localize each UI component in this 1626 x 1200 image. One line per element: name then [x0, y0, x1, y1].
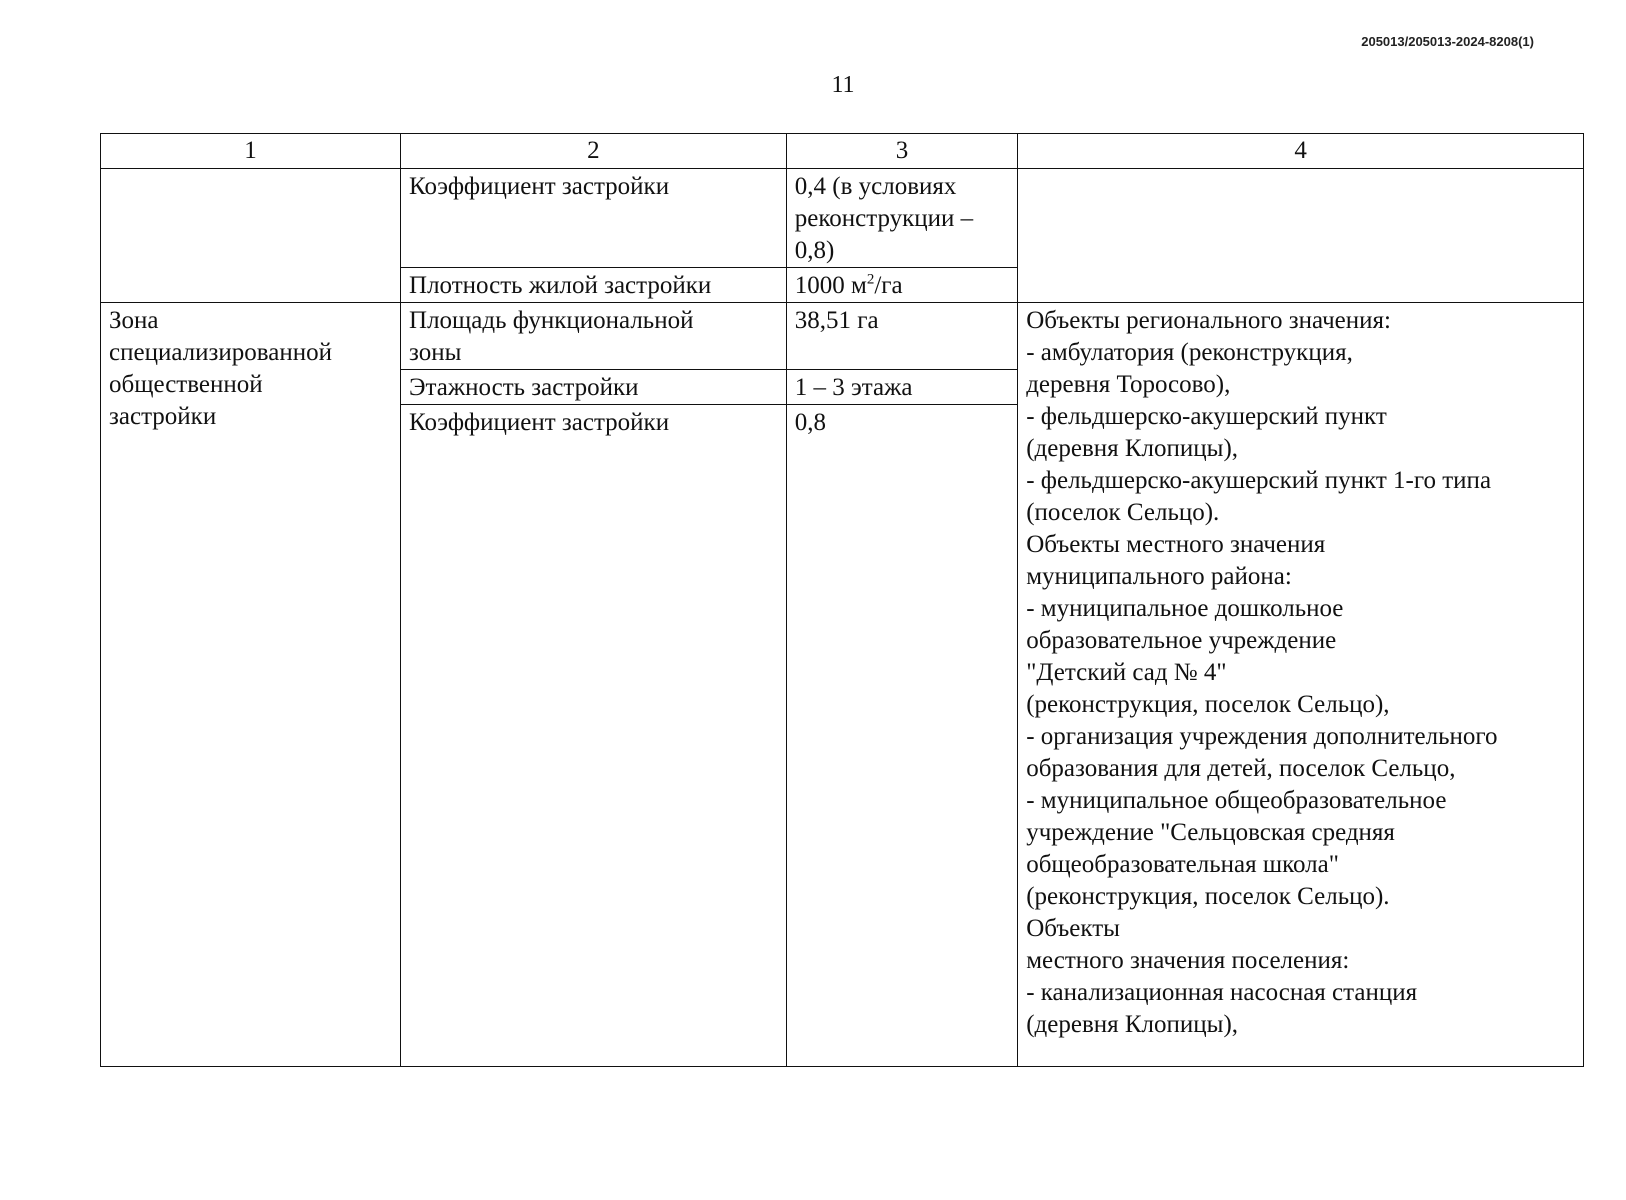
column-header-1: 1: [101, 134, 401, 169]
value-superscript: 2: [866, 271, 875, 288]
objects-line: Объекты: [1026, 915, 1120, 942]
value-unit: /га: [874, 272, 903, 299]
table-header-row: [101, 134, 1584, 169]
objects-line: - канализационная насосная станция: [1026, 979, 1418, 1006]
zones-table: [100, 133, 1584, 1067]
objects-line: образования для детей, поселок Сельцо,: [1026, 755, 1456, 782]
objects-line: общеобразовательная школа": [1026, 851, 1339, 878]
value-cell: [786, 268, 1017, 303]
objects-line: (реконструкция, поселок Сельцо).: [1026, 883, 1390, 910]
objects-line: деревня Торосово),: [1026, 371, 1231, 398]
parameter-line: Площадь функциональной: [409, 307, 694, 334]
value-cell: [786, 169, 1017, 268]
parameter-cell: [401, 268, 787, 303]
zone-name-line: застройки: [109, 403, 217, 430]
parameter-name: Плотность жилой застройки: [409, 272, 712, 299]
value-cell: [786, 370, 1017, 405]
value-text: 38,51 га: [794, 307, 879, 334]
parameter-line: зоны: [409, 339, 462, 366]
objects-cell: [1018, 303, 1584, 1067]
objects-line: (деревня Клопицы),: [1026, 435, 1239, 462]
parameter-line: Этажность застройки: [409, 374, 639, 401]
zone-name-line: Зона: [109, 307, 159, 334]
parameter-cell: [401, 303, 787, 370]
table-row: [101, 303, 1584, 370]
objects-line: - муниципальное общеобразовательное: [1026, 787, 1447, 814]
objects-line: учреждение "Сельцовская средняя: [1026, 819, 1395, 846]
objects-line: муниципального района:: [1026, 563, 1292, 590]
objects-line: Объекты местного значения: [1026, 531, 1326, 558]
value-cell: [786, 303, 1017, 370]
zone-name-line: специализированной: [109, 339, 332, 366]
document-id: 205013/205013-2024-8208(1): [1361, 34, 1534, 49]
objects-line: (поселок Сельцо).: [1026, 499, 1220, 526]
objects-line: (деревня Клопицы),: [1026, 1011, 1239, 1038]
column-header-4: 4: [1018, 134, 1584, 169]
zone-name-cell: [101, 303, 401, 1067]
page-number: 11: [831, 72, 855, 98]
parameter-name: Коэффициент застройки: [409, 173, 670, 200]
table-row: [101, 169, 1584, 268]
empty-objects-cell: [1018, 169, 1584, 303]
parameter-cell: [401, 405, 787, 1067]
value-text: 1000 м: [794, 272, 867, 299]
column-header-2: 2: [401, 134, 787, 169]
objects-line: - муниципальное дошкольное: [1026, 595, 1344, 622]
value-line: 0,8): [794, 237, 835, 264]
objects-line: - фельдшерско-акушерский пункт: [1026, 403, 1387, 430]
parameter-cell: [401, 370, 787, 405]
objects-line: - организация учреждения дополнительного: [1026, 723, 1498, 750]
value-line: реконструкции –: [794, 205, 974, 232]
objects-line: - фельдшерско-акушерский пункт 1-го типа: [1026, 467, 1492, 494]
objects-line: (реконструкция, поселок Сельцо),: [1026, 691, 1390, 718]
objects-line: Объекты регионального значения:: [1026, 307, 1391, 334]
value-line: 0,4 (в условиях: [794, 173, 957, 200]
objects-line: - амбулатория (реконструкция,: [1026, 339, 1353, 366]
value-text: 0,8: [794, 409, 827, 436]
objects-line: местного значения поселения:: [1026, 947, 1350, 974]
objects-line: "Детский сад № 4": [1026, 659, 1227, 686]
value-text: 1 – 3 этажа: [794, 374, 913, 401]
objects-line: образовательное учреждение: [1026, 627, 1337, 654]
parameter-cell: [401, 169, 787, 268]
value-cell: [786, 405, 1017, 1067]
empty-zone-cell: [101, 169, 401, 303]
zone-name-line: общественной: [109, 371, 263, 398]
parameter-line: Коэффициент застройки: [409, 409, 670, 436]
column-header-3: 3: [786, 134, 1017, 169]
